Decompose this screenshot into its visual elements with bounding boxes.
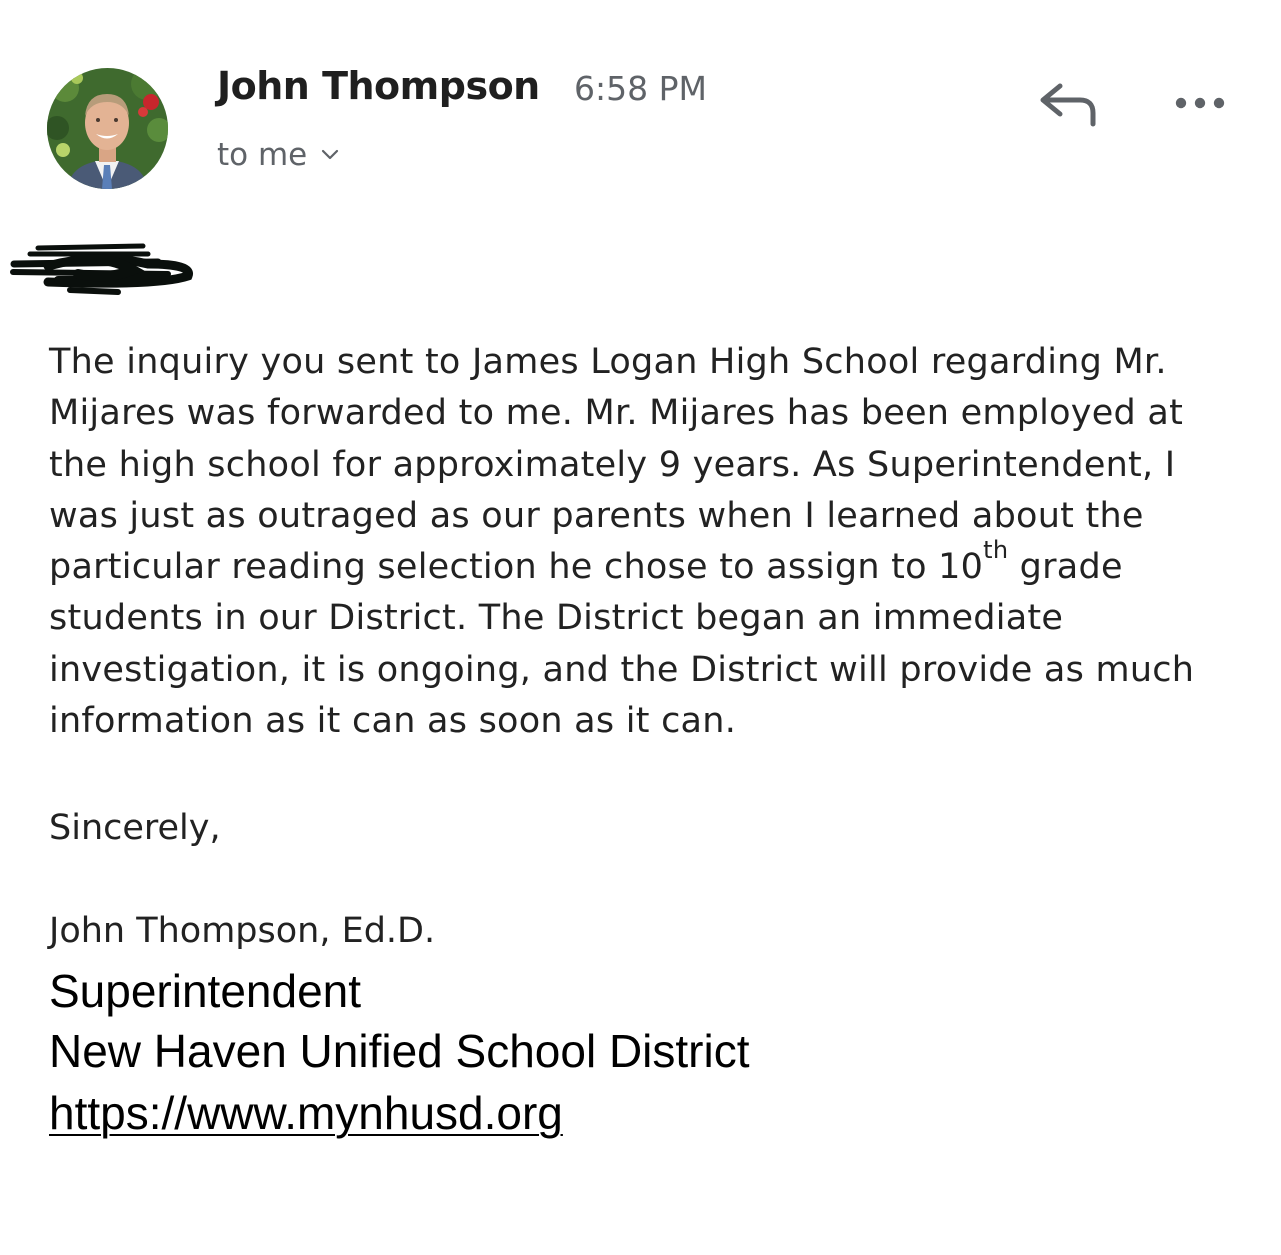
more-options-icon bbox=[1170, 85, 1230, 121]
body-text-main: The inquiry you sent to James Logan High School regarding Mr. Mijares was forwarded to me. Mr. Mijares has been employed at the high school for approximately 9 years. As Superintendent, I was just as outraged as our parents when I learned about the particular reading selection he chose to assign to 10 bbox=[49, 342, 1184, 588]
sender-avatar[interactable] bbox=[47, 68, 168, 189]
signature-name: John Thompson, Ed.D. bbox=[49, 911, 436, 951]
message-timestamp: 6:58 PM bbox=[574, 69, 707, 108]
signature-organization: New Haven Unified School District bbox=[49, 1025, 750, 1077]
signature-title: Superintendent bbox=[49, 965, 362, 1017]
closing-line: Sincerely, bbox=[49, 808, 221, 848]
redaction-scribble bbox=[8, 236, 198, 306]
redacted-greeting bbox=[8, 236, 198, 306]
body-text-continued: grade students in our District. The District began an immediate investigation, it is ongoing, and the District will provide as much information as it can as soon as it can. bbox=[49, 547, 1195, 742]
recipient-details-toggle[interactable] bbox=[217, 137, 339, 173]
reply-button[interactable] bbox=[1036, 80, 1102, 130]
message-body bbox=[49, 337, 1249, 747]
avatar-photo bbox=[47, 68, 168, 189]
chevron-down-icon bbox=[321, 149, 339, 161]
recipient-label: to me bbox=[217, 137, 308, 173]
more-options-button[interactable] bbox=[1170, 85, 1230, 121]
reply-icon bbox=[1036, 80, 1102, 130]
ordinal-suffix: th bbox=[983, 536, 1009, 565]
signature-website-link[interactable]: https://www.mynhusd.org bbox=[49, 1087, 563, 1139]
sender-name: John Thompson bbox=[217, 64, 540, 108]
